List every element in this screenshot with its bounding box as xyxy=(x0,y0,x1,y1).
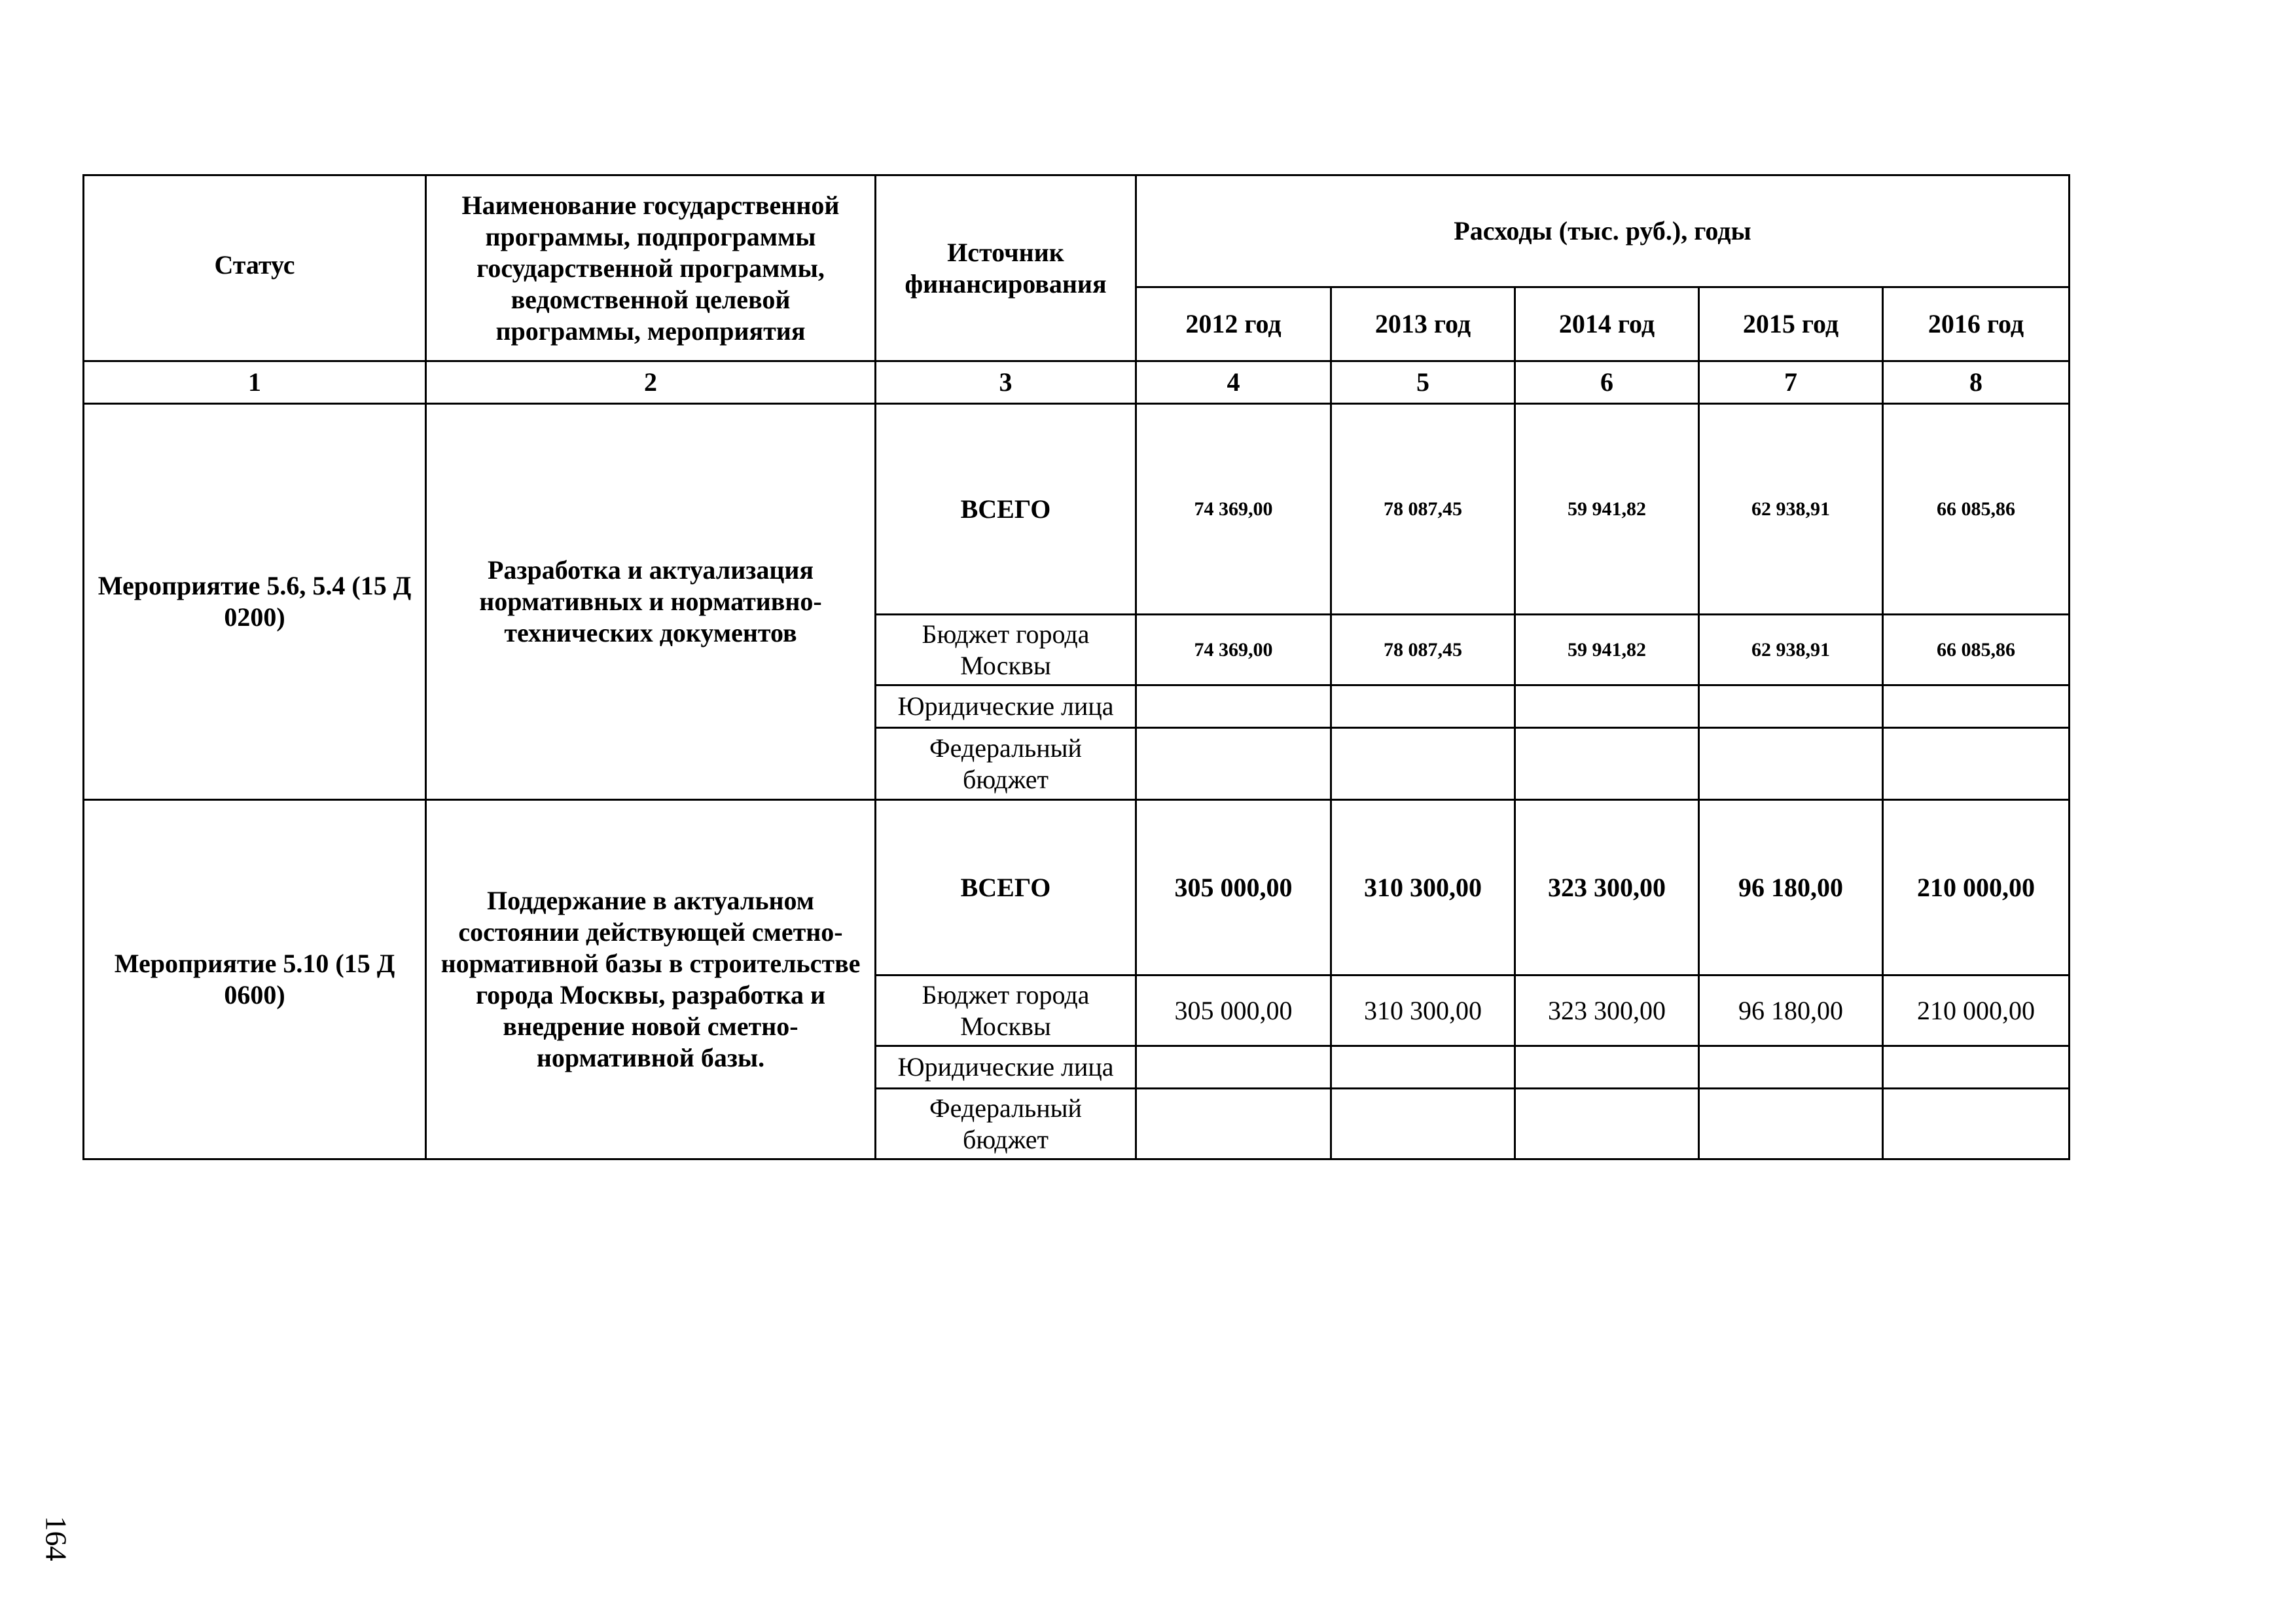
value-cell xyxy=(1883,728,2070,800)
value-cell: 74 369,00 xyxy=(1136,404,1331,615)
source-cell: ВСЕГО xyxy=(876,800,1136,976)
table-row xyxy=(84,800,2070,976)
page-number xyxy=(37,1506,76,1571)
value-cell: 310 300,00 xyxy=(1331,800,1515,976)
page-number-text: 164 xyxy=(39,1516,73,1561)
activity-status: Мероприятие 5.6, 5.4 (15 Д 0200) xyxy=(84,404,426,800)
value-cell: 78 087,45 xyxy=(1331,404,1515,615)
column-number: 3 xyxy=(876,361,1136,404)
value-cell: 66 085,86 xyxy=(1883,615,2070,685)
value-cell xyxy=(1515,1089,1699,1159)
value-cell xyxy=(1515,1046,1699,1089)
column-number: 2 xyxy=(426,361,876,404)
value-cell: 310 300,00 xyxy=(1331,976,1515,1046)
column-number: 4 xyxy=(1136,361,1331,404)
year-header: 2012 год xyxy=(1136,287,1331,361)
source-cell: Юридические лица xyxy=(876,1046,1136,1089)
year-header: 2013 год xyxy=(1331,287,1515,361)
value-cell xyxy=(1883,1046,2070,1089)
value-cell xyxy=(1699,1046,1883,1089)
value-cell xyxy=(1883,1089,2070,1159)
column-number: 8 xyxy=(1883,361,2070,404)
year-header: 2016 год xyxy=(1883,287,2070,361)
activity-name: Поддержание в актуальном состоянии действующей сметно-нормативной базы в строительстве города Москвы, разработка и внедрение новой сметно-нормативной базы. xyxy=(426,800,876,1159)
year-header: 2014 год xyxy=(1515,287,1699,361)
value-cell: 305 000,00 xyxy=(1136,800,1331,976)
value-cell xyxy=(1699,685,1883,728)
year-header: 2015 год xyxy=(1699,287,1883,361)
value-cell xyxy=(1699,728,1883,800)
value-cell xyxy=(1331,728,1515,800)
column-number-row xyxy=(84,361,2070,404)
status-header-label: Статус xyxy=(214,249,295,280)
value-cell xyxy=(1136,685,1331,728)
value-cell: 62 938,91 xyxy=(1699,404,1883,615)
activity-status: Мероприятие 5.10 (15 Д 0600) xyxy=(84,800,426,1159)
source-header: Источник финансирования xyxy=(876,175,1136,361)
value-cell: 78 087,45 xyxy=(1331,615,1515,685)
value-cell: 323 300,00 xyxy=(1515,976,1699,1046)
source-cell: Бюджет города Москвы xyxy=(876,976,1136,1046)
source-cell: Федеральный бюджет xyxy=(876,728,1136,800)
value-cell xyxy=(1331,1089,1515,1159)
value-cell xyxy=(1515,728,1699,800)
value-cell xyxy=(1883,685,2070,728)
value-cell: 59 941,82 xyxy=(1515,404,1699,615)
source-cell: Бюджет города Москвы xyxy=(876,615,1136,685)
status-header xyxy=(84,249,426,361)
column-number: 5 xyxy=(1331,361,1515,404)
value-cell xyxy=(1136,1089,1331,1159)
value-cell: 210 000,00 xyxy=(1883,800,2070,976)
value-cell xyxy=(1136,728,1331,800)
value-cell: 323 300,00 xyxy=(1515,800,1699,976)
value-cell: 305 000,00 xyxy=(1136,976,1331,1046)
value-cell: 59 941,82 xyxy=(1515,615,1699,685)
name-header: Наименование государственной программы, подпрограммы государственной программы, ведомственной целевой программы, мероприятия xyxy=(426,175,876,361)
value-cell: 96 180,00 xyxy=(1699,976,1883,1046)
column-number: 6 xyxy=(1515,361,1699,404)
value-cell: 210 000,00 xyxy=(1883,976,2070,1046)
activity-name: Разработка и актуализация нормативных и нормативно-технических документов xyxy=(426,404,876,800)
value-cell xyxy=(1331,685,1515,728)
source-cell: Федеральный бюджет xyxy=(876,1089,1136,1159)
column-number: 7 xyxy=(1699,361,1883,404)
table-row xyxy=(84,404,2070,615)
value-cell: 62 938,91 xyxy=(1699,615,1883,685)
value-cell xyxy=(1136,1046,1331,1089)
value-cell xyxy=(1699,1089,1883,1159)
value-cell xyxy=(1331,1046,1515,1089)
value-cell xyxy=(1515,685,1699,728)
value-cell: 96 180,00 xyxy=(1699,800,1883,976)
value-cell: 74 369,00 xyxy=(1136,615,1331,685)
source-cell: Юридические лица xyxy=(876,685,1136,728)
expenses-header: Расходы (тыс. руб.), годы xyxy=(1136,175,2070,287)
column-number: 1 xyxy=(84,361,426,404)
value-cell: 66 085,86 xyxy=(1883,404,2070,615)
source-cell: ВСЕГО xyxy=(876,404,1136,615)
budget-table xyxy=(82,174,2070,1160)
